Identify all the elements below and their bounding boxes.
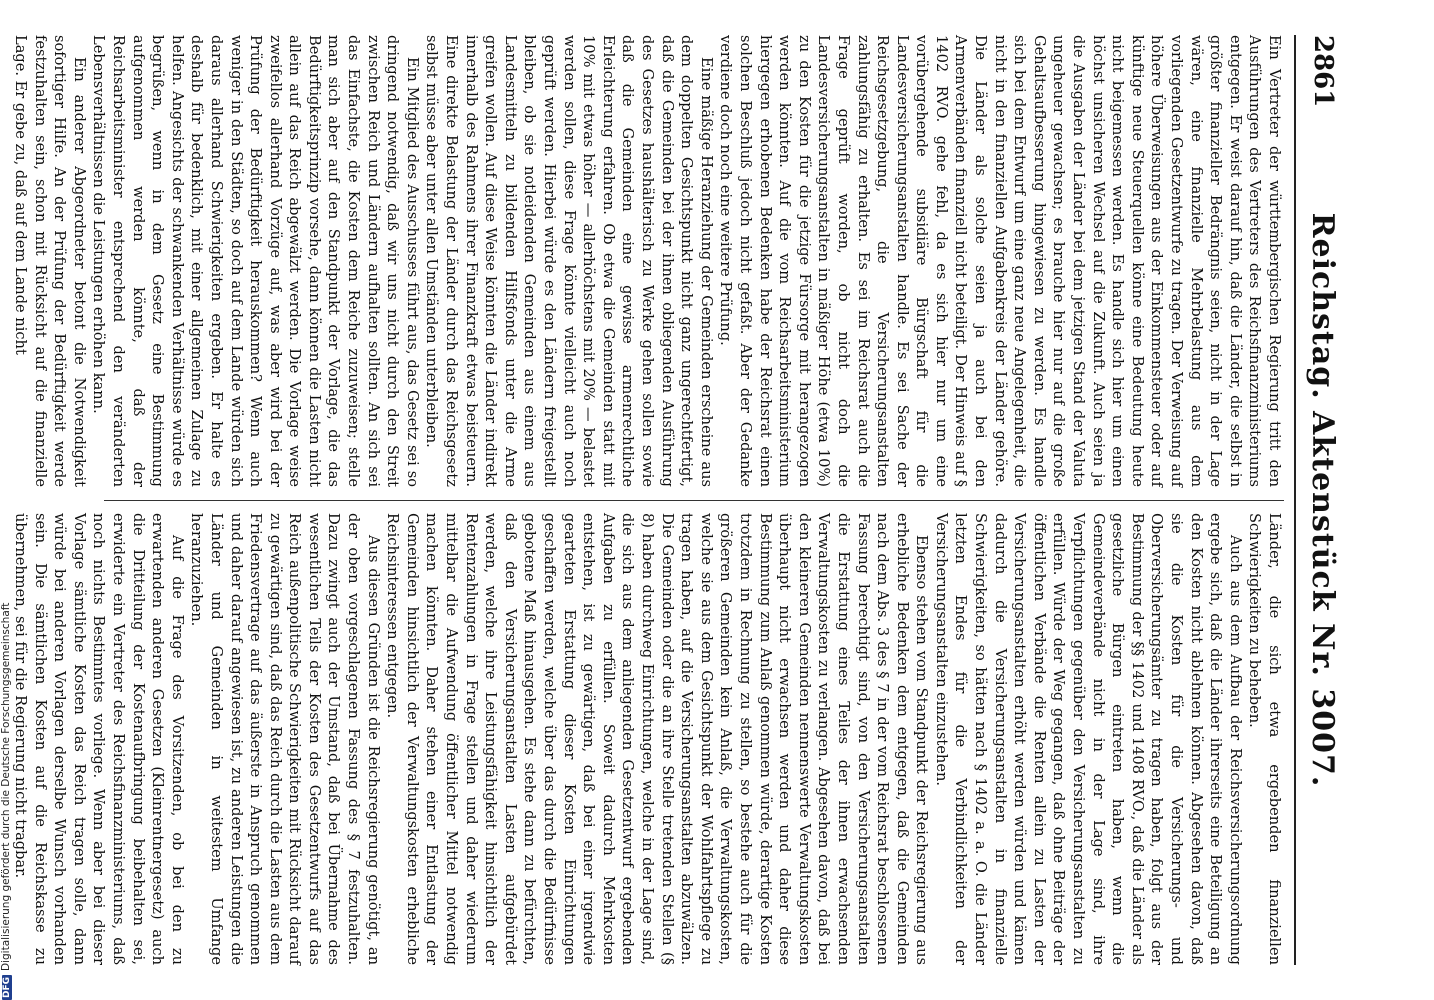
page-number-left: 2861 — [1308, 35, 1338, 108]
dfg-logo: DFG — [2, 976, 12, 998]
paragraph: Auf die Frage des Vorsitzenden, ob bei den zu erwartenden anderen Gesetzen (Kleinrentnergesetz) auch die Dritteilung der Kostenaufbringung beibehalten sei, erwiderte ein Vertreter des Reichsfinanzministeriums, daß noch nichts Bestimmtes vorliege. Wenn aber bei dieser Vorlage sämtliche Kosten das Reich tragen solle, dann würde bei anderen Vorlagen derselbe Wunsch vorhanden sein. Die sämtlichen Kosten auf die Reichskasse zu übernehmen, sei für die Regierung nicht tragbar. — [12, 513, 186, 965]
column-divider — [104, 500, 1284, 501]
paragraph: Eine mäßige Heranziehung der Gemeinden erscheine aus dem doppelten Gesichtspunkt nicht ganz ungerechtfertigt, daß die Gemeinden bei der ihnen obliegenden Ausführung des Gesetzes haushälterisch zu Werke gehen sollen sowie daß die Gemeinden eine gewisse armenrechtliche Erleichterung erfahren. Ob etwa die Gemeinden statt mit 10% mit etwas höher — allerhöchstens mit 20% — belastet werden sollen, diese Frage könnte vielleicht auch noch geprüft werden. Hierbei würde es den Ländern freigestellt bleiben, ob sie notleidenden Gemeinden aus einem aus Landesmitteln zu bildenden Hilfsfonds unter die Arme greifen wollen. Auf diese Weise könnten die Länder indirekt innerhalb des Rahmens ihrer Finanzkraft etwas beisteuern. Eine direkte Belastung der Länder durch das Reichsgesetz selbst müsse aber unter allen Umständen unterbleiben. — [423, 35, 715, 487]
paragraph: Auch aus dem Aufbau der Reichsversicherungsordnung ergebe sich, daß die Länder ihrerseits eine Beteiligung an den Kosten nicht ablehnen können. Abgesehen davon, daß sie die Kosten für die Versicherungs- und Oberversicherungsämter zu tragen haben, folgt aus der Bestimmung der §§ 1402 und 1408 RVO., daß die Länder als gesetzliche Bürgen eintreten haben, wenn die Gemeindeverbände nicht in der Lage sind, ihre Verpflichtungen gegenüber den Versicherungsanstalten zu erfüllen. Würde der Weg gegangen, daß ohne Beiträge der öffentlichen Verbände die Renten allein zu Lasten der Versicherungsanstalten erhöht werden würden und kämen dadurch die Versicherungsanstalten in finanzielle Schwierigkeiten, so hätten nach § 1402 a. a. O. die Länder letzten Endes für die Verbindlichkeiten der Versicherungsanstalten einzustehen. — [932, 513, 1244, 965]
paragraph: Ein anderer Abgeordneter betont die Notwendigkeit sofortiger Hilfe. An der Prüfung der Bedürftigkeit werde festzuhalten sein, schon mit Rücksicht auf die finanzielle Lage. Er gebe zu, daß auf dem Lande nicht — [12, 35, 88, 487]
paragraph: Länder, die sich etwa ergebenden finanziellen Schwierigkeiten zu beheben. — [1246, 513, 1283, 965]
credit-text: Digitalisierung gefördert durch die Deutsche Forschungsgemeinschaft — [0, 602, 12, 971]
paragraph: Ein Vertreter der württembergischen Regierung tritt den Ausführungen des Vertreters des Reichsfinanzministeriums entgegen. Er weist darauf hin, daß die Länder, die selbst in größter finanzieller Bedrängnis seien, nicht in der Lage wären, eine finanzielle Mehrbelastung aus dem vorliegenden Gesetzentwurfe zu tragen. Der Verweisung auf höhere Überweisungen aus der Einkommensteuer oder auf künftige neue Steuerquellen könne eine Bedeutung heute nicht beigemessen werden. Es handle sich hier um einen höchst unsicheren Wechsel auf die Zukunft. Auch seien ja die Ausgaben der Länder bei dem jetzigen Stand der Valuta ungeheuer gewachsen; es brauche hier nur auf die große Gehaltsaufbesserung hingewiesen zu werden. Es handle sich bei dem Entwurf um eine ganz neue Angelegenheit, die nicht in den finanziellen Aufgabenkreis der Länder gehöre. Die Länder als solche seien ja auch bei den Armenverbänden finanziell nicht beteiligt. Der Hinweis auf § 1402 RVO. gehe fehl, da es sich hier nur um eine vorübergehende subsidiäre Bürgschaft für die Landesversicherungsanstalten handle. Es sei Sache der Reichsgesetzgebung, die Versicherungsanstalten zahlungsfähig zu erhalten. Es sei im Reichsrat auch die Frage geprüft worden, ob nicht doch die Landesversicherungsanstalten in mäßiger Höhe (etwa 10%) zu den Kosten für die jetzige Fürsorge mit herangezogen werden könnten. Auf die vom Reichsarbeitsministerium hiergegen erhobenen Bedenken habe der Reichsrat einen solchen Beschluß jedoch nicht gefaßt. Aber der Gedanke verdiene doch noch eine weitere Prüfung. — [717, 35, 1283, 487]
rotated-page — [12, 35, 1340, 965]
page-header — [1306, 35, 1340, 965]
text-column-left — [12, 35, 1284, 487]
paragraph: Ebenso stehen vom Standpunkt der Reichsregierung aus erhebliche Bedenken dem entgegen, daß die Gemeinden nach dem Abs. 3 des § 7 in der vom Reichsrat beschlossenen Fassung berechtigt sind, von den Versicherungsanstalten die Erstattung eines Teiles der ihnen erwachsenden Verwaltungskosten zu verlangen. Abgesehen davon, daß bei den kleineren Gemeinden nennenswerte Verwaltungskosten überhaupt nicht erwachsen werden und daher diese Bestimmung zum Anlaß genommen würde, derartige Kosten trotzdem in Rechnung zu stellen, so bestehe auch für die größeren Gemeinden kein Anlaß, die Verwaltungskosten, welche sie aus dem Gesichtspunkt der Wohlfahrtspflege zu tragen haben, auf die Versicherungsanstalten abzuwälzen. Die Gemeinden oder die an ihre Stelle tretenden Stellen (§ 8) haben durchweg Einrichtungen, welche in der Lage sind, die sich aus dem anliegenden Gesetzentwurf ergebenden Aufgaben zu erfüllen. Soweit dadurch Mehrkosten entstehen, ist zu gewärtigen, daß bei einer irgendwie gearteten Erstattung dieser Kosten Einrichtungen geschaffen werden, welche über das durch die Bedürfnisse gebotene Maß hinausgehen. Es stehe dann zu befürchten, daß den Versicherungsanstalten Lasten aufgebürdet werden, welche ihre Leistungsfähigkeit hinsichtlich der Rentenzahlungen in Frage stellen und daher wiederum mittelbar die Aufwendung öffentlicher Mittel notwendig machen könnten. Daher stehen einer Entlastung der Gemeinden hinsichtlich der Verwaltungskosten erhebliche Reichsinteressen entgegen. — [384, 513, 931, 965]
digitization-credit — [0, 0, 14, 1000]
paragraph: Aus diesen Gründen ist die Reichsregierung genötigt, an der oben vorgeschlagenen Fassung des § 7 festzuhalten. Dazu zwingt auch der Umstand, daß bei Übernahme des wesentlichen Teils der Kosten des Gesetzentwurfs auf das Reich außenpolitische Schwierigkeiten mit Rücksicht darauf zu gewärtigen sind, daß das Reich durch die Lasten aus dem Friedensvertrage auf das äußerste in Anspruch genommen und daher darauf angewiesen ist, zu anderen Leistungen die Länder und Gemeinden in weitestem Umfange heranzuziehen. — [188, 513, 382, 965]
text-column-right — [12, 513, 1284, 965]
header-rule — [1294, 35, 1296, 965]
page-title: Reichstag. Aktenstück Nr. 3007. — [1305, 212, 1340, 788]
paragraph: Ein Mitglied des Ausschusses führt aus, das Gesetz sei so dringend notwendig, daß wir uns nicht durch den Streit zwischen Reich und Ländern aufhalten sollten. An sich sei das Einfachste, die Kosten dem Reiche zuzuweisen; stelle man sich aber auf den Standpunkt der Vorlage, die das Bedürftigkeitsprinzip vorsehe, dann können die Lasten nicht allein auf das Reich abgewälzt werden. Die Vorlage weise zweifellos allerhand Vorzüge auf, was aber wird bei der Prüfung der Bedürftigkeit herauskommen? Wenn auch weniger in den Städten, so doch auf dem Lande würden sich daraus allerhand Schwierigkeiten ergeben. Er halte es deshalb für bedenklich, mit einer allgemeinen Zulage zu helfen. Angesichts der schwankenden Verhältnisse würde es begrüßen, wenn in dem Gesetz eine Bestimmung aufgenommen werden könnte, daß der Reichsarbeitsminister entsprechend den veränderten Lebensverhältnissen die Leistungen erhöhen kann. — [90, 35, 421, 487]
